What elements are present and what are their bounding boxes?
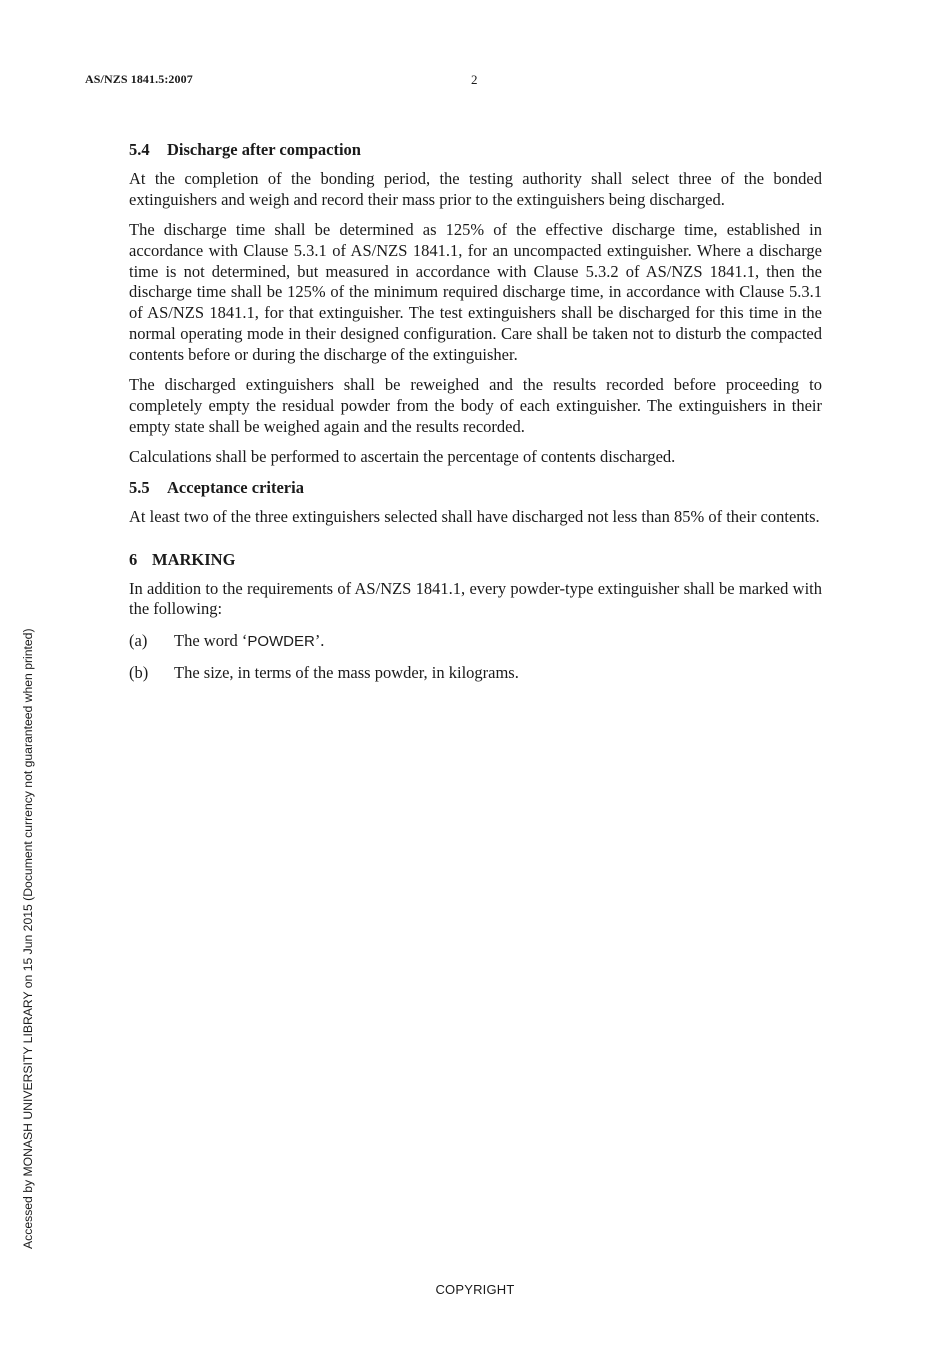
section-title: Discharge after compaction bbox=[167, 140, 361, 159]
standard-identifier: AS/NZS 1841.5:2007 bbox=[85, 72, 193, 86]
list-marker: (b) bbox=[129, 662, 149, 682]
section-6-heading bbox=[129, 549, 822, 570]
section-5-4-heading bbox=[129, 139, 822, 160]
list-item-text bbox=[174, 630, 324, 652]
paragraph: Calculations shall be performed to ascertain the percentage of contents discharged. bbox=[129, 447, 676, 467]
list-item-text: The size, in terms of the mass powder, in kilograms. bbox=[174, 662, 519, 682]
list-item bbox=[129, 630, 822, 652]
page-number: 2 bbox=[471, 72, 478, 87]
copyright-footer: COPYRIGHT bbox=[435, 1282, 515, 1297]
list-marker: (a) bbox=[129, 630, 148, 650]
list-item bbox=[129, 662, 822, 683]
paragraph: At the completion of the bonding period, the testing authority shall select three of the bonded extinguishers and weigh and record their mass prior to the extinguishers being discharged. bbox=[129, 169, 822, 209]
section-number: 5.5 bbox=[129, 478, 150, 498]
section-number: 5.4 bbox=[129, 140, 150, 159]
section-spacer bbox=[129, 538, 822, 549]
section-5-5-heading bbox=[129, 477, 822, 498]
marking-word: POWDER bbox=[247, 632, 315, 650]
paragraph: At least two of the three extinguishers selected shall have discharged not less than 85% of their contents. bbox=[129, 507, 820, 527]
paragraph: In addition to the requirements of AS/NZS 1841.1, every powder-type extinguisher shall be marked with the following: bbox=[129, 578, 822, 619]
paragraph: The discharged extinguishers shall be reweighed and the results recorded before proceeding to completely empty the residual powder from the body of each extinguisher. The extinguishers in their empty state shall be weighed again and the results recorded. bbox=[129, 375, 822, 436]
paragraph: The discharge time shall be determined as 125% of the effective discharge time, established in accordance with Clause 5.3.1 of AS/NZS 1841.1, for an uncompacted extinguisher. Where a discharge time is not determined, but measured in accordance with Clause 5.3.2 of AS/NZS 1841.1, then the discharge time shall be 125% of the minimum required discharge time, in accordance with Clause 5.3.1 of AS/NZS 1841.1, for that extinguisher. The test extinguishers shall be discharged for this time in the normal operating mode in their designed configuration. Care shall be taken not to disturb the compacted contents before or during the discharge of the extinguisher. bbox=[129, 220, 822, 364]
list-text-after: ’. bbox=[314, 630, 325, 650]
section-title: MARKING bbox=[152, 549, 236, 569]
section-title: Acceptance criteria bbox=[167, 478, 304, 498]
section-number: 6 bbox=[129, 549, 138, 569]
list-text-before: The word ‘ bbox=[174, 630, 248, 650]
access-watermark: Accessed by MONASH UNIVERSITY LIBRARY on 15 Jun 2015 (Document currency not guaranteed when printed) bbox=[21, 628, 35, 1249]
document-body bbox=[129, 139, 822, 693]
